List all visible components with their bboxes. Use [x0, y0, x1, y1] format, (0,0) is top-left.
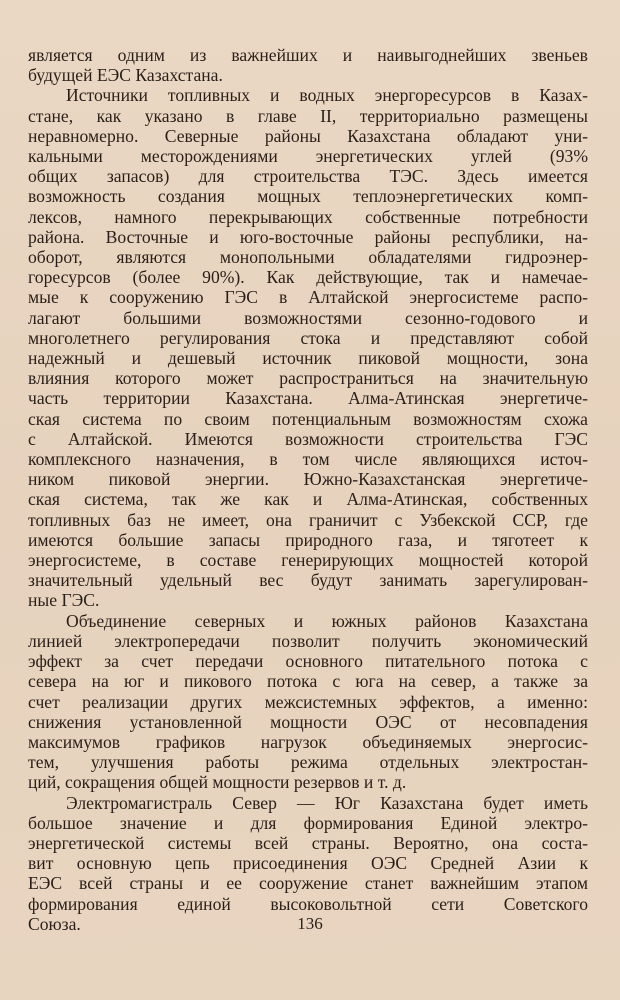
text-line: с Алтайской. Имеются возможности строительства ГЭС: [28, 428, 588, 449]
text-line: ская система, так же как и Алма-Атинская, собственных: [28, 489, 588, 510]
paragraph-1: [28, 45, 588, 85]
text-line: кальными месторождениями энергетических углей (93%: [28, 146, 588, 167]
text-line: является одним из важнейших и наивыгоднейших звеньев: [28, 45, 588, 65]
text-line: снижения установленной мощности ОЭС от несовпадения: [28, 711, 588, 732]
text-line: топливных баз не имеет, она граничит с Узбекской ССР, где: [28, 509, 588, 530]
text-line: эффект за счет передачи основного питательного потока с: [28, 651, 588, 672]
text-line: большое значение и для формирования Единой электро-: [28, 812, 588, 833]
text-line: многолетнего регулирования стока и представляют собой: [28, 327, 588, 348]
text-line: ская система по своим потенциальным возможностям схожа: [28, 408, 588, 429]
text-line: оборот, являются монопольными обладателями гидроэнер-: [28, 247, 588, 268]
text-line: ные ГЭС.: [28, 590, 100, 611]
text-line: неравномерно. Северные районы Казахстана обладают уни-: [28, 125, 588, 146]
text-line: лагают большими возможностями сезонно-годового и: [28, 307, 588, 328]
text-line: общих запасов) для строительства ТЭС. Здесь имеется: [28, 166, 588, 187]
text-line: энергетической системы всей страны. Вероятно, она соста-: [28, 832, 588, 853]
text-line: Источники топливных и водных энергоресурсов в Казах-: [66, 85, 588, 106]
text-line: севера на юг и пикового потока с юга на север, а также за: [28, 671, 588, 692]
text-line: ций, сокращения общей мощности резервов и т. д.: [28, 772, 407, 793]
text-line: комплексного назначения, в том числе являющихся источ-: [28, 449, 588, 470]
text-line: вит основную цепь присоединения ОЭС Средней Азии к: [28, 853, 588, 874]
text-line: ЕЭС всей страны и ее сооружение станет важнейшим этапом: [28, 873, 588, 894]
text-line: мые к сооружению ГЭС в Алтайской энергосистеме распо-: [28, 287, 588, 308]
text-line: максимумов графиков нагрузок объединяемых энергосис-: [28, 731, 588, 752]
paragraph-2: [28, 85, 588, 610]
text-line: счет реализации других межсистемных эффектов, а именно:: [28, 691, 588, 712]
text-line: часть территории Казахстана. Алма-Атинская энергетиче-: [28, 388, 588, 409]
text-line: будущей ЕЭС Казахстана.: [28, 65, 223, 86]
text-line: возможность создания мощных теплоэнергетических комп-: [28, 186, 588, 207]
text-line: Объединение северных и южных районов Казахстана: [66, 610, 588, 631]
page-number: 136: [297, 914, 323, 933]
text-line: Электромагистраль Север — Юг Казахстана будет иметь: [66, 792, 588, 813]
text-line: ником пиковой энергии. Южно-Казахстанская энергетиче-: [28, 469, 588, 490]
paragraph-3: [28, 611, 588, 793]
text-line: энергосистеме, в составе генерирующих мощностей которой: [28, 550, 588, 571]
text-line: района. Восточные и юго-восточные районы республики, на-: [28, 226, 588, 247]
text-line: формирования единой высоковольтной сети Советского: [28, 893, 588, 914]
paragraph-4: [28, 793, 588, 934]
text-line: Союза.: [28, 913, 81, 934]
text-line: имеются большие запасы природного газа, и тяготеет к: [28, 529, 588, 550]
text-line: горесурсов (более 90%). Как действующие, так и намечае-: [28, 267, 588, 288]
body-text: [28, 45, 588, 934]
text-line: тем, улучшения работы режима отдельных электростан-: [28, 752, 588, 773]
text-line: стане, как указано в главе II, территориально размещены: [28, 105, 588, 126]
text-line: значительный удельный вес будут занимать зарегулирован-: [28, 570, 588, 591]
text-line: влияния которого может распространиться на значительную: [28, 368, 588, 389]
text-line: лексов, намного перекрывающих собственные потребности: [28, 206, 588, 227]
text-line: надежный и дешевый источник пиковой мощности, зона: [28, 348, 588, 369]
text-line: линией электропередачи позволит получить экономический: [28, 630, 588, 651]
